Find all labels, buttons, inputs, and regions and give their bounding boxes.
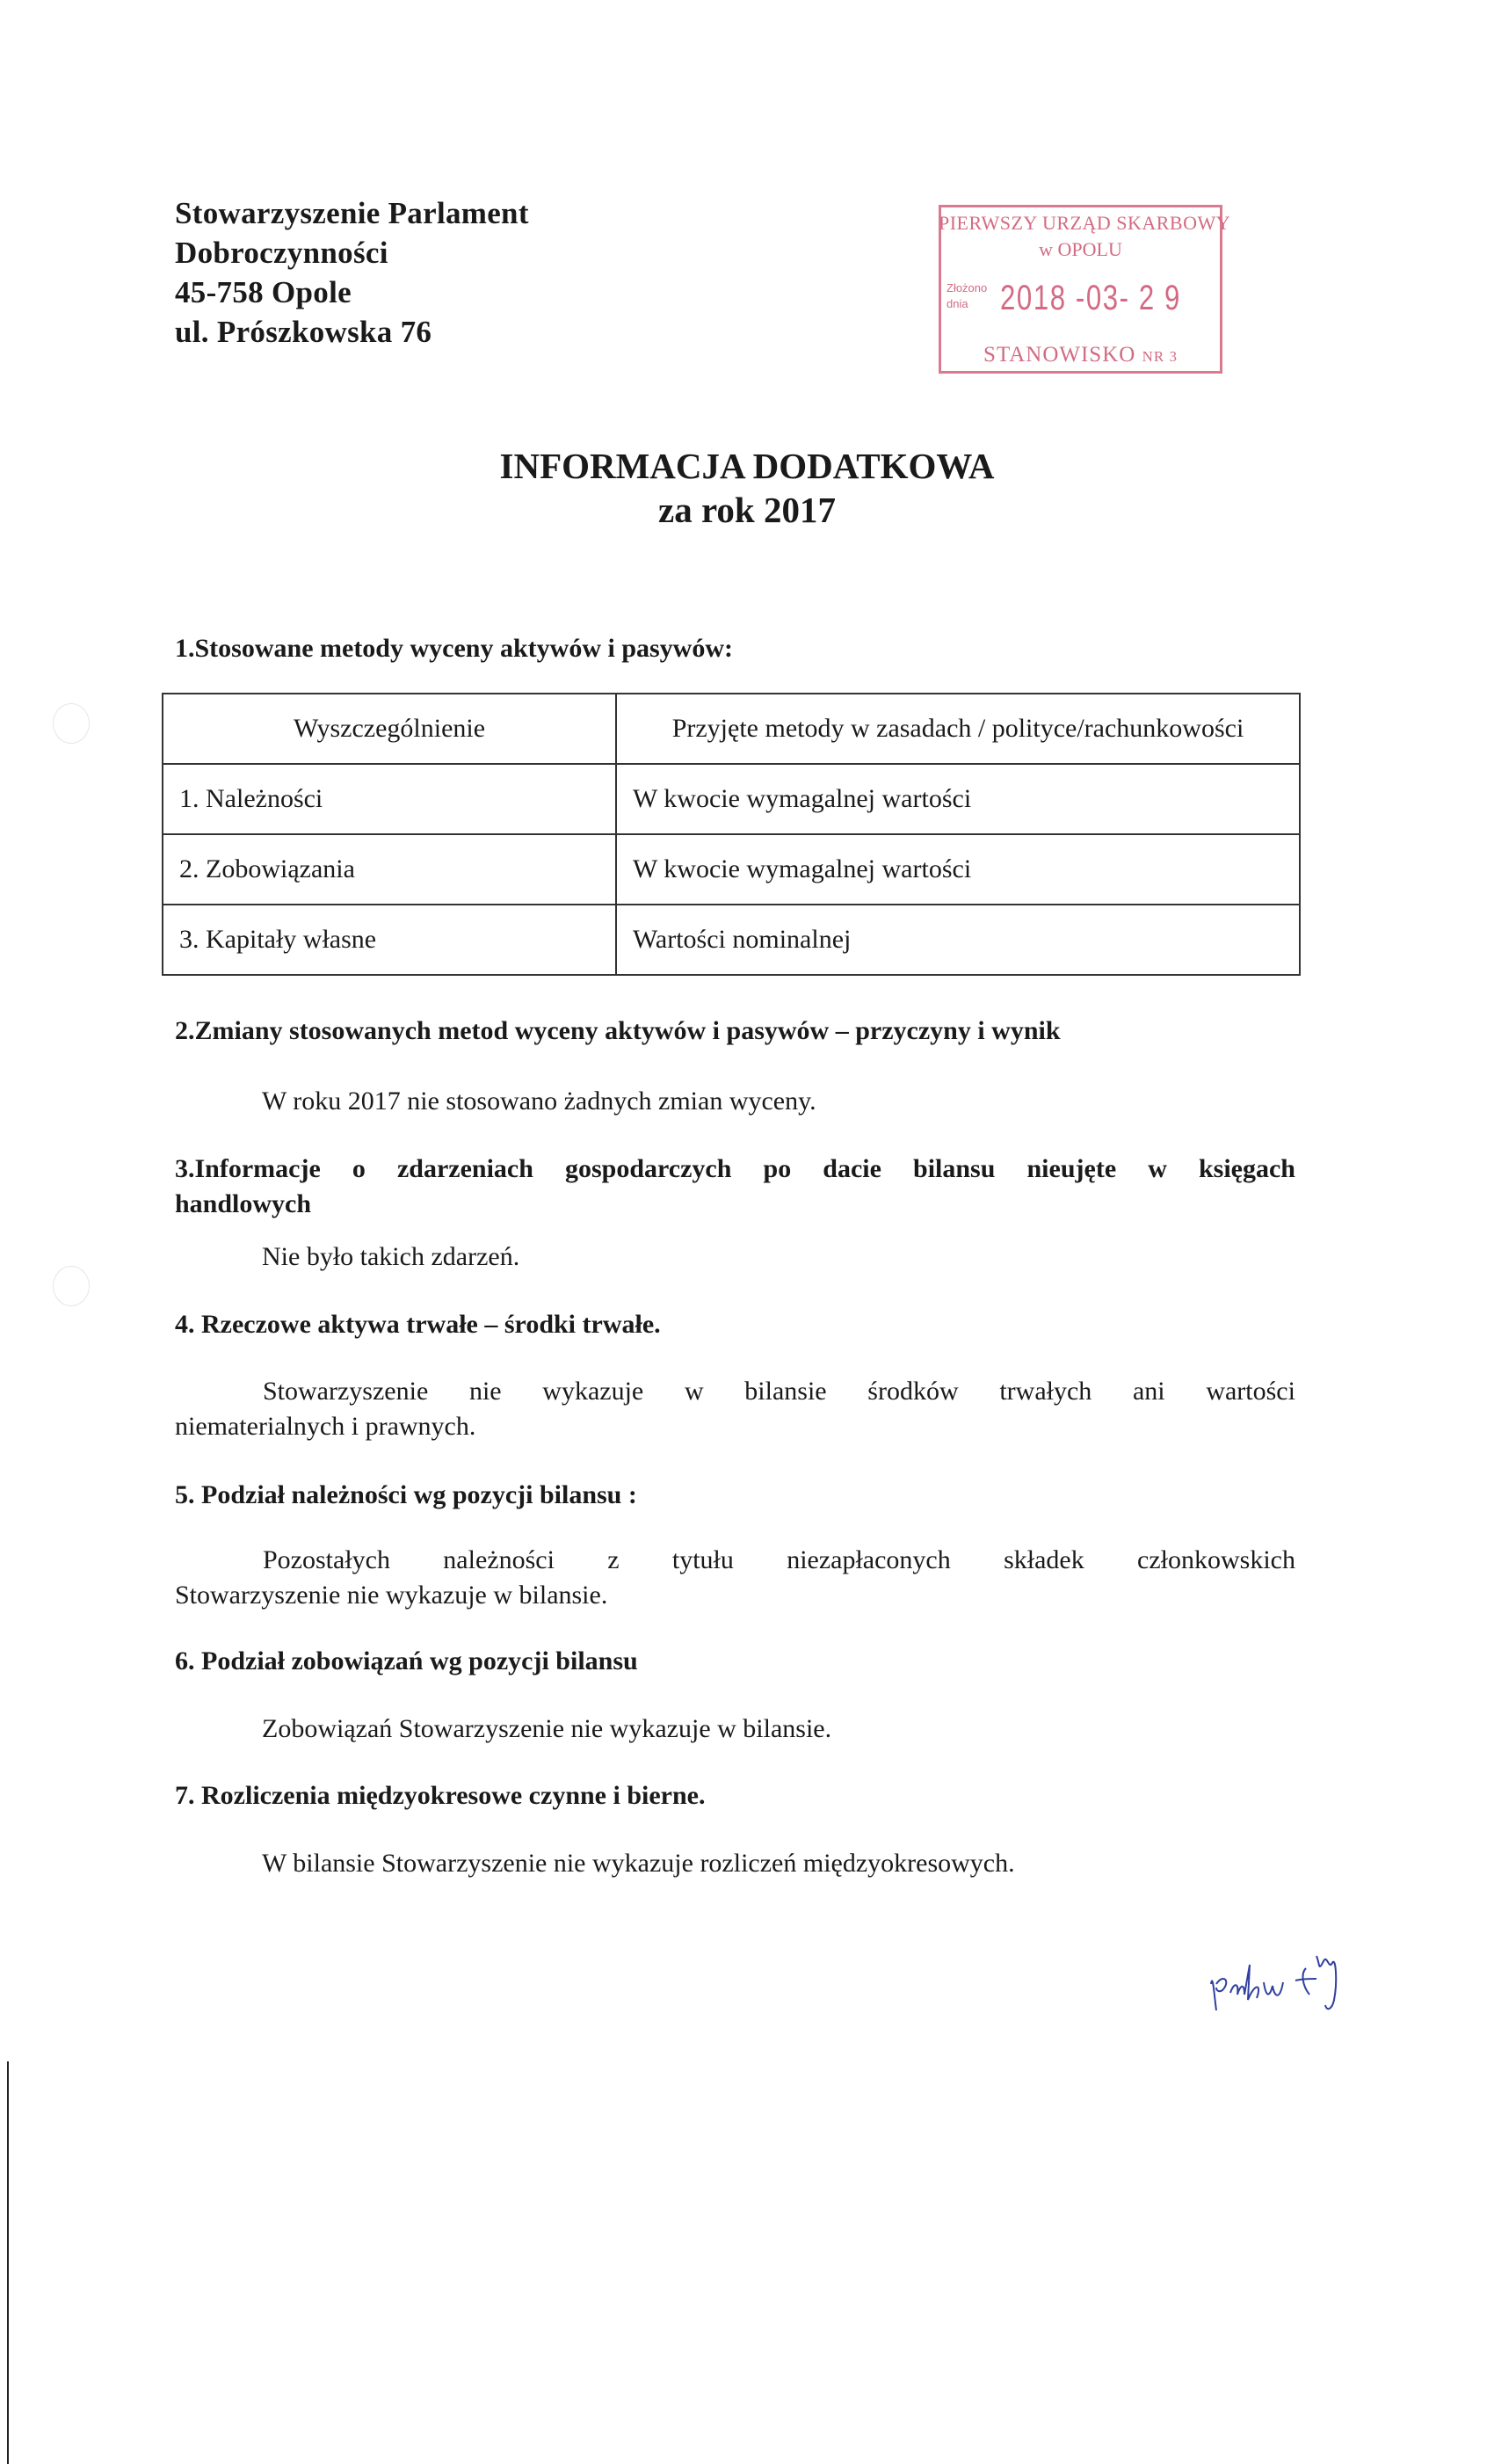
title-line1: INFORMACJA DODATKOWA <box>499 446 995 486</box>
stamp-date-label: Złożono dnia <box>946 281 988 310</box>
table-header-row <box>163 694 1300 764</box>
sender-street: ul. Prószkowska 76 <box>175 315 432 349</box>
section3-heading-line1 <box>175 1152 1295 1187</box>
scan-punch-mark <box>53 1266 90 1306</box>
valuation-methods-table <box>162 693 1301 976</box>
section4-heading: 4. Rzeczowe aktywa trwałe – środki trwałe. <box>175 1310 661 1339</box>
word: 3.Informacje <box>175 1154 321 1183</box>
table-row <box>163 905 1300 975</box>
table-cell: 3. Kapitały własne <box>163 905 616 975</box>
document-title <box>0 444 1494 532</box>
word: w <box>684 1377 704 1406</box>
section3-heading-line2: handlowych <box>175 1189 312 1218</box>
section7-text: W bilansie Stowarzyszenie nie wykazuje rozliczeń międzyokresowych. <box>262 1849 1015 1878</box>
word: zdarzeniach <box>396 1154 533 1183</box>
section5-heading: 5. Podział należności wg pozycji bilansu : <box>175 1480 637 1509</box>
word: gospodarczych <box>564 1154 732 1183</box>
word: dacie <box>823 1154 881 1183</box>
tax-office-stamp <box>939 205 1231 374</box>
table-cell: 1. Należności <box>163 764 616 834</box>
sender-postal-city: 45-758 Opole <box>175 275 352 309</box>
section4-line1 <box>175 1374 1295 1409</box>
title-line2: za rok 2017 <box>658 490 836 530</box>
section1-heading: 1.Stosowane metody wyceny aktywów i pasywów: <box>175 634 733 663</box>
stamp-office-name: PIERWSZY URZĄD SKARBOWY <box>939 212 1231 234</box>
word: niezapłaconych <box>787 1545 951 1574</box>
sender-address <box>175 193 529 352</box>
scan-punch-mark <box>53 703 90 744</box>
table-header-cell: Wyszczególnienie <box>163 694 616 764</box>
word: nieujęte <box>1026 1154 1117 1183</box>
word: trwałych <box>999 1377 1092 1406</box>
table-cell: 2. Zobowiązania <box>163 834 616 905</box>
stamp-station-label: STANOWISKO <box>983 343 1136 367</box>
stamp-station-number: NR 3 <box>1142 348 1178 365</box>
section3-heading <box>175 1152 1295 1222</box>
word: ani <box>1132 1377 1165 1406</box>
section5-paragraph <box>175 1543 1295 1613</box>
word: o <box>352 1154 366 1183</box>
word: wartości <box>1206 1377 1295 1406</box>
word: tytułu <box>671 1545 734 1574</box>
word: z <box>607 1545 620 1574</box>
sender-name-line2: Dobroczynności <box>175 236 388 270</box>
section3-text: Nie było takich zdarzeń. <box>262 1242 520 1271</box>
word: bilansie <box>744 1377 827 1406</box>
word: wykazuje <box>542 1377 644 1406</box>
word: księgach <box>1198 1154 1295 1183</box>
word: Stowarzyszenie <box>263 1377 429 1406</box>
word: należności <box>443 1545 555 1574</box>
word: Pozostałych <box>263 1545 390 1574</box>
section5-line1 <box>175 1543 1295 1578</box>
section6-text: Zobowiązań Stowarzyszenie nie wykazuje w bilansie. <box>262 1714 832 1743</box>
section4-paragraph <box>175 1374 1295 1444</box>
section2-text: W roku 2017 nie stosowano żadnych zmian wyceny. <box>262 1087 816 1116</box>
stamp-station <box>939 343 1222 367</box>
section7-heading: 7. Rozliczenia międzyokresowe czynne i bierne. <box>175 1781 706 1810</box>
section5-line2: Stowarzyszenie nie wykazuje w bilansie. <box>175 1581 608 1610</box>
word: bilansu <box>913 1154 996 1183</box>
sender-name-line1: Stowarzyszenie Parlament <box>175 196 529 230</box>
scan-edge-line <box>7 2061 9 2464</box>
word: nie <box>468 1377 502 1406</box>
word: środków <box>867 1377 959 1406</box>
word: członkowskich <box>1137 1545 1295 1574</box>
table-row <box>163 764 1300 834</box>
stamp-city: w OPOLU <box>1039 238 1122 260</box>
word: w <box>1148 1154 1167 1183</box>
table-row <box>163 834 1300 905</box>
word: po <box>763 1154 792 1183</box>
section2-heading: 2.Zmiany stosowanych metod wyceny aktywów i pasywów – przyczyny i wynik <box>175 1016 1061 1045</box>
table-header-cell: Przyjęte metody w zasadach / polityce/rachunkowości <box>616 694 1300 764</box>
handwritten-signature <box>1204 1930 1371 2017</box>
word: składek <box>1004 1545 1084 1574</box>
stamp-date: 2018 -03- 2 9 <box>1000 279 1181 317</box>
section6-heading: 6. Podział zobowiązań wg pozycji bilansu <box>175 1646 638 1675</box>
table-cell: W kwocie wymagalnej wartości <box>616 834 1300 905</box>
table-cell: Wartości nominalnej <box>616 905 1300 975</box>
table-cell: W kwocie wymagalnej wartości <box>616 764 1300 834</box>
section4-line2: niematerialnych i prawnych. <box>175 1412 476 1441</box>
